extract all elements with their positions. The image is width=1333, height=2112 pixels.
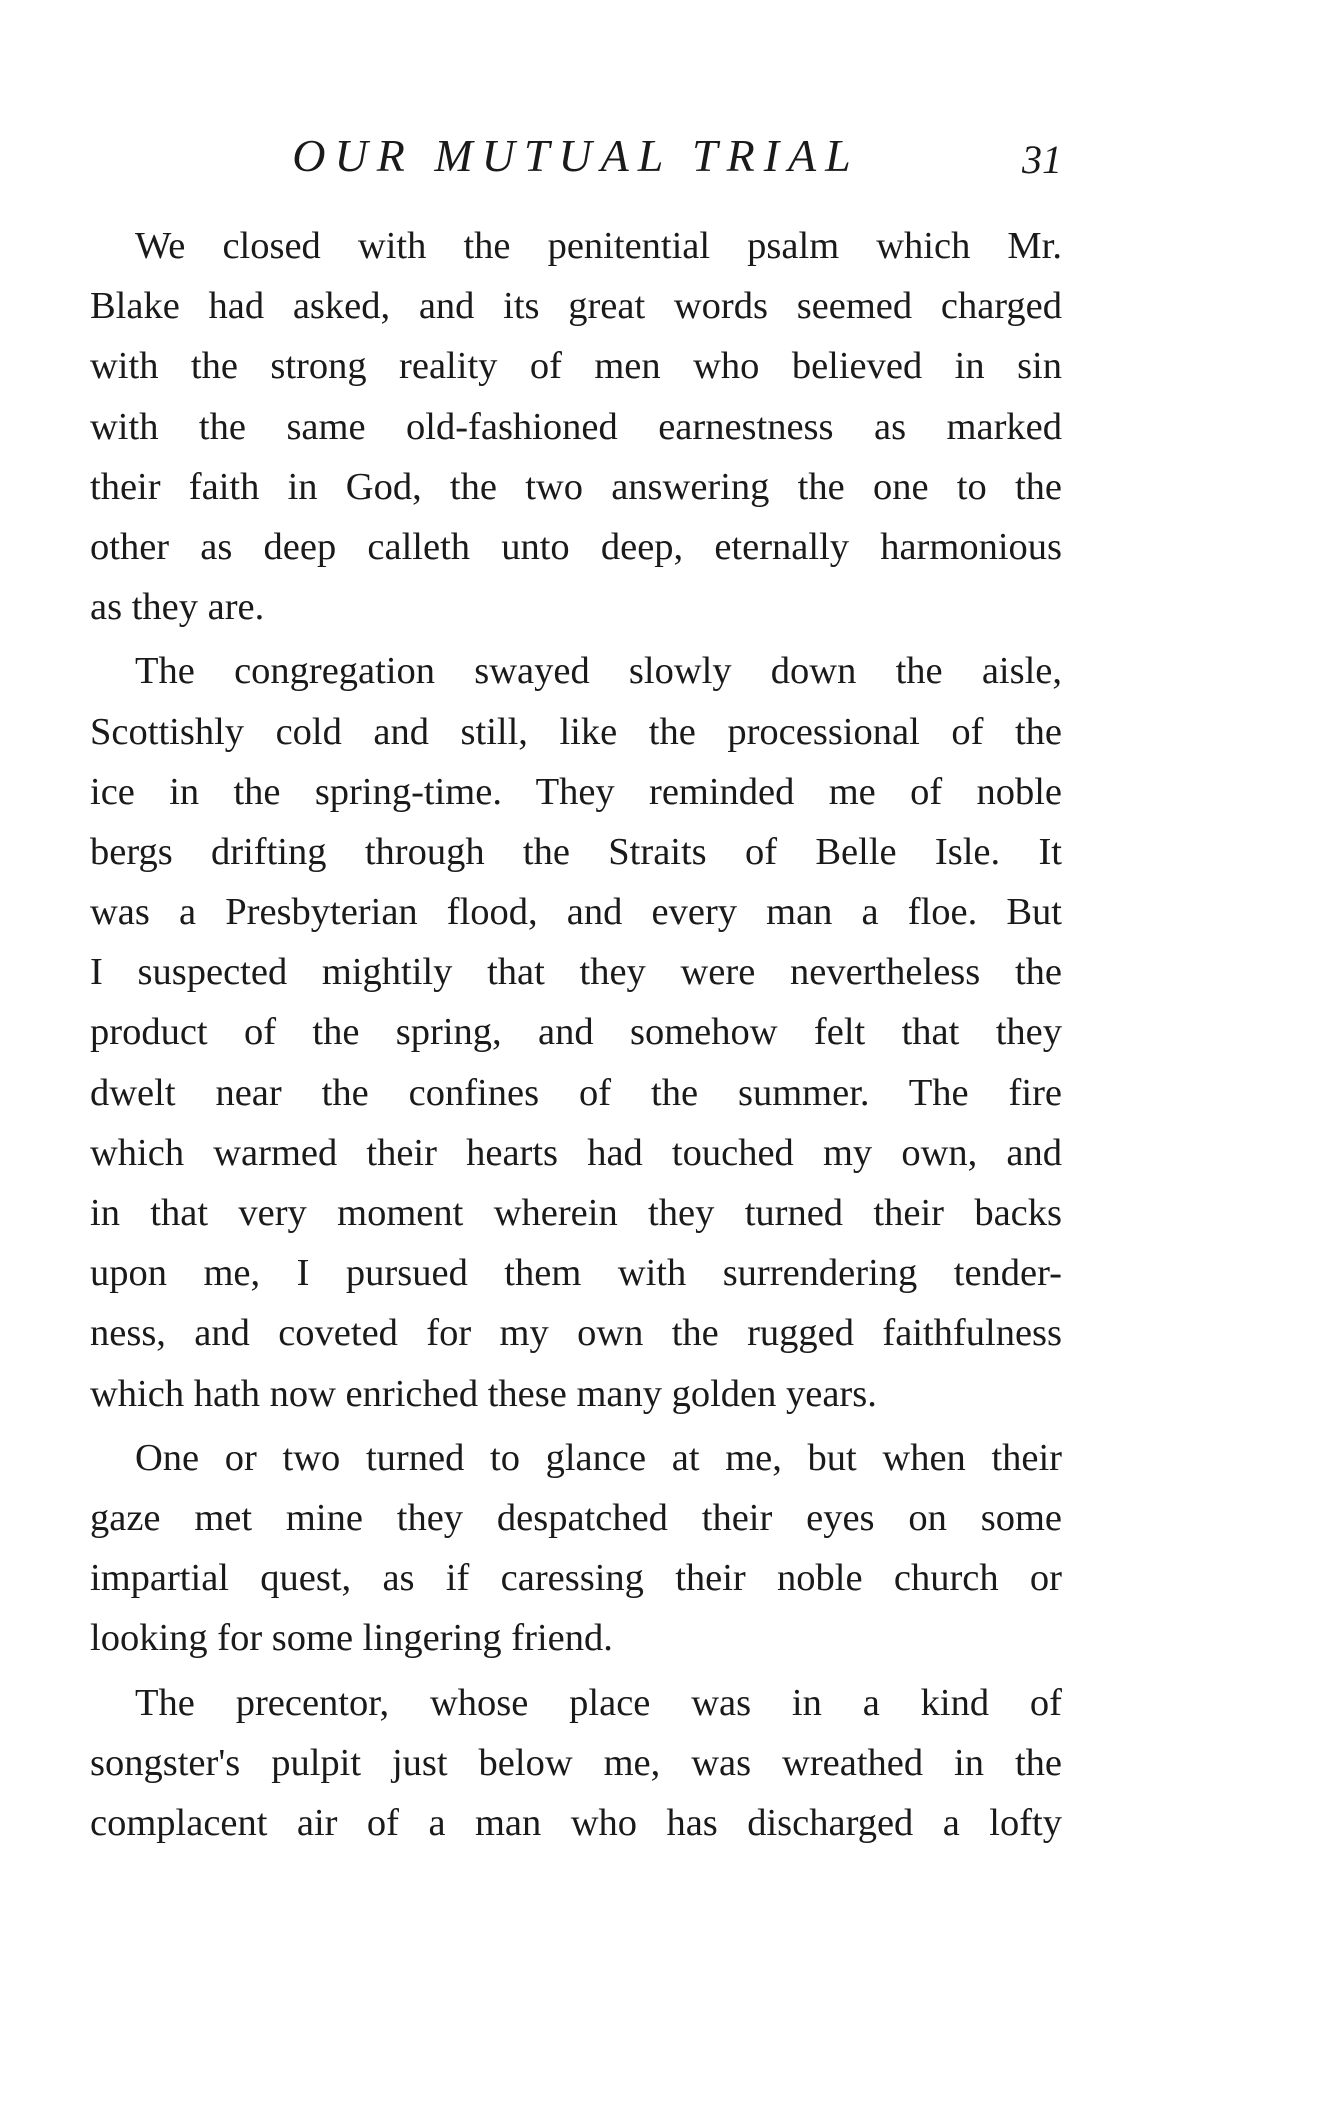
- text-line: impartial quest, as if caressing their noble church or: [90, 1557, 1062, 1600]
- text-line: other as deep calleth unto deep, eternally harmonious: [90, 525, 1062, 568]
- text-line: Blake had asked, and its great words seemed charged: [90, 285, 1062, 328]
- text-line: The precentor, whose place was in a kind of: [135, 1681, 1062, 1724]
- text-line: dwelt near the confines of the summer. The fire: [90, 1071, 1062, 1114]
- text-line: Scottishly cold and still, like the processional of the: [90, 710, 1062, 753]
- text-line: bergs drifting through the Straits of Belle Isle. It: [90, 830, 1062, 873]
- text-line: looking for some lingering friend.: [90, 1617, 613, 1660]
- paragraph-4: [90, 1673, 1062, 1854]
- text-line: was a Presbyterian flood, and every man a floe. But: [90, 891, 1062, 934]
- paragraph-3: [90, 1428, 1062, 1669]
- text-line: I suspected mightily that they were nevertheless the: [90, 951, 1062, 994]
- text-line: with the same old-fashioned earnestness as marked: [90, 405, 1062, 448]
- text-line: ice in the spring-time. They reminded me of noble: [90, 770, 1062, 813]
- text-line: their faith in God, the two answering the one to the: [90, 465, 1062, 508]
- text-line: which warmed their hearts had touched my own, and: [90, 1131, 1062, 1174]
- text-line: ness, and coveted for my own the rugged faithfulness: [90, 1312, 1062, 1355]
- paragraph-1: [90, 216, 1062, 637]
- text-line: complacent air of a man who has discharged a lofty: [90, 1801, 1062, 1844]
- text-line: in that very moment wherein they turned their backs: [90, 1192, 1062, 1234]
- running-head: [90, 126, 1062, 186]
- text-line: which hath now enriched these many golden years.: [90, 1372, 877, 1415]
- text-line: gaze met mine they despatched their eyes on some: [90, 1496, 1062, 1539]
- text-line: songster's pulpit just below me, was wreathed in the: [90, 1741, 1062, 1784]
- text-line: product of the spring, and somehow felt that they: [90, 1011, 1062, 1054]
- text-line: with the strong reality of men who believed in sin: [90, 345, 1062, 388]
- running-title: OUR MUTUAL TRIAL: [292, 130, 860, 181]
- text-line: One or two turned to glance at me, but when their: [135, 1436, 1062, 1479]
- paragraph-2: [90, 641, 1062, 1423]
- text-line: We closed with the penitential psalm which Mr.: [135, 225, 1062, 267]
- text-line: as they are.: [90, 586, 265, 629]
- body-text: [90, 216, 1062, 1857]
- text-line: upon me, I pursued them with surrendering tender-: [90, 1252, 1062, 1295]
- text-line: The congregation swayed slowly down the aisle,: [135, 650, 1062, 693]
- page-number: 31: [1022, 137, 1062, 182]
